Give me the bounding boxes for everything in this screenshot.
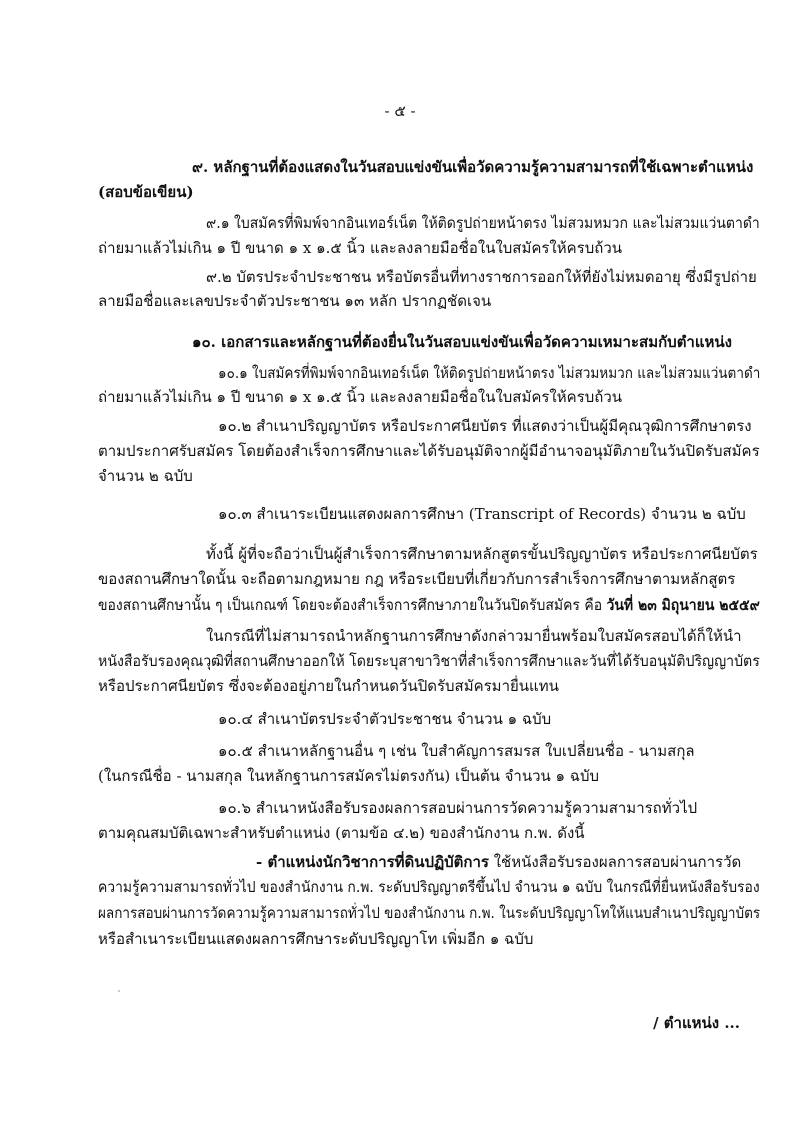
- paragraph-1-line-1: ทั้งนี้ ผู้ที่จะถือว่าเป็นผู้สำเร็จการศึกษาตามหลักสูตรขั้นปริญญาบัตร หรือประกาศนียบัตร: [206, 545, 758, 563]
- position-title: - ตำแหน่งนักวิชาการที่ดินปฏิบัติการ: [256, 853, 489, 871]
- sub-item-line-1-rest: ใช้หนังสือรับรองผลการสอบผ่านการวัด: [488, 853, 742, 871]
- item-10-5-line-2: (ในกรณีชื่อ - นามสกุล ในหลักฐานการสมัครไม่ตรงกัน) เป็นต้น จำนวน ๑ ฉบับ: [98, 767, 600, 785]
- item-9-2-line-1: ๙.๒ บัตรประจำประชาชน หรือบัตรอื่นที่ทางราชการออกให้ที่ยังไม่หมดอายุ ซึ่งมีรูปถ่าย: [206, 268, 757, 286]
- sub-item-line-1: [256, 851, 741, 873]
- item-10-1-line-1: ๑๐.๑ ใบสมัครที่พิมพ์จากอินเทอร์เน็ต ให้ติดรูปถ่ายหน้าตรง ไม่สวมหมวก และไม่สวมแว่นตาดำ: [218, 364, 761, 382]
- section-10-heading: ๑๐. เอกสารและหลักฐานที่ต้องยื่นในวันสอบแข่งขันเพื่อวัดความเหมาะสมกับตำแหน่ง: [192, 333, 732, 351]
- item-10-6-line-2: ตามคุณสมบัติเฉพาะสำหรับตำแหน่ง (ตามข้อ ๔.๒) ของสำนักงาน ก.พ. ดังนี้: [98, 824, 585, 842]
- scan-speck: [118, 990, 120, 992]
- item-9-2-line-2: ลายมือชื่อและเลขประจำตัวประชาชน ๑๓ หลัก ปรากฏชัดเจน: [98, 292, 492, 310]
- closing-date: วันที่ ๒๓ มิถุนายน ๒๕๕๙: [606, 596, 760, 614]
- item-9-1-line-1: ๙.๑ ใบสมัครที่พิมพ์จากอินเทอร์เน็ต ให้ติดรูปถ่ายหน้าตรง ไม่สวมหมวก และไม่สวมแว่นตาดำ: [206, 214, 760, 232]
- paragraph-2-line-3: หรือประกาศนียบัตร ซึ่งจะต้องอยู่ภายในกำหนดวันปิดรับสมัครมายื่นแทน: [98, 677, 559, 695]
- item-10-2-line-2: ตามประกาศรับสมัคร โดยต้องสำเร็จการศึกษาและได้รับอนุมัติจากผู้มีอำนาจอนุมัติภายในวันปิดรับสมัคร: [98, 442, 760, 460]
- section-9-heading-cont: (สอบข้อเขียน): [98, 183, 194, 201]
- section-9-heading: ๙. หลักฐานที่ต้องแสดงในวันสอบแข่งขันเพื่อวัดความรู้ความสามารถที่ใช้เฉพาะตำแหน่ง: [192, 158, 754, 176]
- continuation-footer: / ตำแหน่ง ...: [653, 1014, 740, 1032]
- item-10-3: ๑๐.๓ สำเนาระเบียนแสดงผลการศึกษา (Transcript of Records) จำนวน ๒ ฉบับ: [218, 505, 746, 523]
- item-9-1-line-2: ถ่ายมาแล้วไม่เกิน ๑ ปี ขนาด ๑ x ๑.๕ นิ้ว และลงลายมือชื่อในใบสมัครให้ครบถ้วน: [98, 239, 623, 257]
- paragraph-2-line-2: หนังสือรับรองคุณวุฒิที่สถานศึกษาออกให้ โดยระบุสาขาวิชาที่สำเร็จการศึกษาและวันที่ได้รับอนุมัติปริญญาบัตร: [98, 652, 760, 670]
- sub-item-line-4: หรือสำเนาระเบียนแสดงผลการศึกษาระดับปริญญาโท เพิ่มอีก ๑ ฉบับ: [98, 930, 534, 948]
- page-number: - ๕ -: [384, 102, 416, 120]
- paragraph-2-line-1: ในกรณีที่ไม่สามารถนำหลักฐานการศึกษาดังกล่าวมายื่นพร้อมใบสมัครสอบได้ก็ให้นำ: [206, 627, 742, 645]
- paragraph-1-line-3-text: ของสถานศึกษานั้น ๆ เป็นเกณฑ์ โดยจะต้องสำเร็จการศึกษาภายในวันปิดรับสมัคร คือ: [98, 596, 603, 614]
- item-10-2-line-3: จำนวน ๒ ฉบับ: [98, 467, 193, 485]
- item-10-6-line-1: ๑๐.๖ สำเนาหนังสือรับรองผลการสอบผ่านการวัดความรู้ความสามารถทั่วไป: [218, 799, 698, 817]
- paragraph-1-line-2: ของสถานศึกษาใดนั้น จะถือตามกฎหมาย กฎ หรือระเบียบที่เกี่ยวกับการสำเร็จการศึกษาตามหลักสูตร: [98, 570, 736, 588]
- item-10-2-line-1: ๑๐.๒ สำเนาปริญญาบัตร หรือประกาศนียบัตร ที่แสดงว่าเป็นผู้มีคุณวุฒิการศึกษาตรง: [218, 417, 752, 435]
- paragraph-1-line-3: [98, 594, 760, 616]
- item-10-4: ๑๐.๔ สำเนาบัตรประจำตัวประชาชน จำนวน ๑ ฉบับ: [218, 710, 552, 728]
- sub-item-line-3: ผลการสอบผ่านการวัดความรู้ความสามารถทั่วไป ของสำนักงาน ก.พ. ในระดับปริญญาโทให้แนบสำเนาปริญญาบัตร: [98, 904, 761, 922]
- sub-item-line-2: ความรู้ความสามารถทั่วไป ของสำนักงาน ก.พ. ระดับปริญญาตรีขึ้นไป จำนวน ๑ ฉบับ ในกรณีที่ยื่นหนังสือรับรอง: [98, 878, 760, 896]
- item-10-1-line-2: ถ่ายมาแล้วไม่เกิน ๑ ปี ขนาด ๑ x ๑.๕ นิ้ว และลงลายมือชื่อในใบสมัครให้ครบถ้วน: [98, 388, 623, 406]
- item-10-5-line-1: ๑๐.๕ สำเนาหลักฐานอื่น ๆ เช่น ใบสำคัญการสมรส ใบเปลี่ยนชื่อ - นามสกุล: [218, 742, 695, 760]
